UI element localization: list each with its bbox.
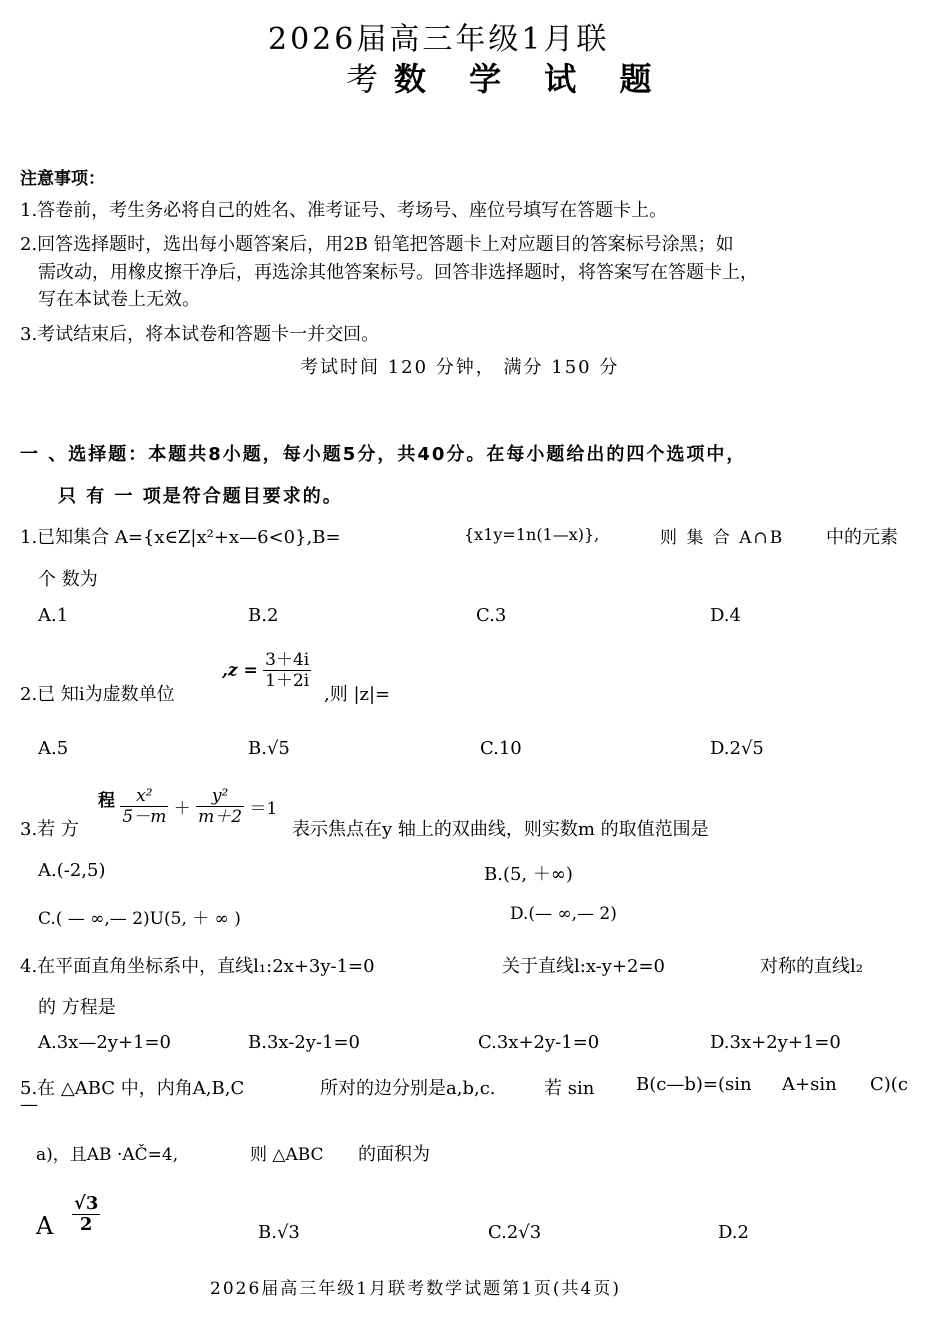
q3-option-d: D.(— ∞,— 2) <box>510 904 617 924</box>
q1-option-a: A.1 <box>38 605 69 626</box>
q3-f1-den: 5－m <box>122 807 167 827</box>
q4-option-c: C.3x+2y-1=0 <box>478 1032 600 1053</box>
q5-stem-j: 的面积为 <box>358 1144 430 1165</box>
q1-option-b: B.2 <box>248 605 279 626</box>
q3-stem-b: 表示焦点在y 轴上的双曲线，则实数m 的取值范围是 <box>292 819 709 840</box>
q1-stem-a: 1.已知集合 A={x∈Z|x²+x—6<0},B= <box>20 527 341 548</box>
q3-f2-den: m＋2 <box>198 807 243 827</box>
q3-f1-num: x² <box>120 786 168 807</box>
q4-option-a: A.3x—2y+1=0 <box>38 1032 172 1053</box>
q5-stem-c: 若 sin <box>544 1078 595 1099</box>
q1-stem-d: 中的元素 <box>826 527 898 548</box>
q2-frac-num: 3＋4i <box>265 650 310 670</box>
q5-stem-d: B(c—b)=(sin <box>636 1074 752 1095</box>
q3-eq: ＝1 <box>249 799 278 819</box>
notice-item-3: 3.考试结束后，将本试卷和答题卡一并交回。 <box>20 324 380 345</box>
q1-stem-e: 个 数为 <box>38 569 98 590</box>
q5-stem-i: 则 △ABC <box>250 1145 324 1165</box>
q5-option-b: B.√3 <box>258 1222 300 1243</box>
q5-option-a-label: A <box>36 1212 54 1240</box>
q5-option-a-value <box>72 1194 100 1235</box>
exam-title-line2 <box>346 54 667 100</box>
q2-stem-b: ,则 |z|= <box>324 684 391 705</box>
notice-item-2-cont: 需改动，用橡皮擦干净后，再选涂其他答案标号。回答非选择题时，将答案写在答题卡上， <box>38 262 758 283</box>
q4-stem-d: 的 方程是 <box>38 997 116 1018</box>
notice-item-2: 2.回答选择题时，选出每小题答案后，用2B 铅笔把答题卡上对应题目的答案标号涂黑；如 <box>20 234 734 255</box>
q1-option-c: C.3 <box>476 605 507 626</box>
q4-stem-a: 4.在平面直角坐标系中，直线l₁:2x+3y-1=0 <box>20 956 375 977</box>
q4-option-b: B.3x-2y-1=0 <box>248 1032 361 1053</box>
q2-formula <box>222 650 311 691</box>
q3-f2-num: y² <box>196 786 244 807</box>
q2-stem-a: 2.已 知i为虚数单位 <box>20 684 175 705</box>
q5-stem-h: a)，且AB ·AČ=4, <box>36 1145 179 1165</box>
q5-option-d: D.2 <box>718 1222 749 1243</box>
q5-option-c: C.2√3 <box>488 1222 542 1243</box>
q3-stem-a: 3.若 方 <box>20 819 79 840</box>
exam-info: 考试时间 120 分钟， 满分 150 分 <box>300 357 620 378</box>
q1-stem-b: {x1y=1n(1—x)}, <box>464 525 600 544</box>
title-subject: 数 学 试 题 <box>394 60 668 98</box>
q3-word: 程 <box>98 791 115 811</box>
q2-option-a: A.5 <box>38 738 69 759</box>
q2-option-c: C.10 <box>480 738 522 759</box>
section1-heading: 一 、选择题：本题共8小题，每小题5分，共40分。在每小题给出的四个选项中， <box>20 444 747 465</box>
q3-fraction-2 <box>196 786 244 827</box>
q5-optA-num: √3 <box>74 1193 99 1214</box>
q2-option-d: D.2√5 <box>710 738 764 759</box>
q3-option-a: A.(-2,5) <box>38 860 106 881</box>
q4-stem-c: 对称的直线l₂ <box>760 956 863 977</box>
q3-option-c: C.( — ∞,— 2)U(5, ＋ ∞ ) <box>38 909 241 929</box>
q4-stem-b: 关于直线l:x-y+2=0 <box>502 956 665 977</box>
q5-stem-b: 所对的边分别是a,b,c. <box>320 1078 496 1099</box>
q2-z-label: ,z = <box>222 660 258 681</box>
q5-optA-den: 2 <box>79 1214 93 1235</box>
page-footer: 2026届高三年级1月联考数学试题第1页(共4页) <box>210 1279 621 1299</box>
notice-item-2-end: 写在本试卷上无效。 <box>38 289 200 310</box>
q5-stem-f: C)(c <box>870 1074 908 1095</box>
q2-frac-den: 1＋2i <box>265 671 310 691</box>
q3-fraction-1 <box>120 786 168 827</box>
q1-stem-c: 则 集 合 A∩B <box>660 528 785 548</box>
q5-stem-a: 5.在 △ABC 中，内角A,B,C <box>20 1078 245 1099</box>
q5-stem-e: A+sin <box>782 1074 837 1095</box>
notice-item-1: 1.答卷前，考生务必将自己的姓名、准考证号、考场号、座位号填写在答题卡上。 <box>20 200 668 221</box>
notice-heading: 注意事项： <box>20 169 105 189</box>
q3-plus: ＋ <box>173 799 191 819</box>
title-prefix: 考 <box>346 60 395 98</box>
exam-title-line1: 2026届高三年级1月联 <box>268 22 610 57</box>
q3-option-b: B.(5, ＋∞) <box>484 864 573 885</box>
q2-fraction <box>263 650 311 691</box>
q3-formula <box>98 786 277 827</box>
q4-option-d: D.3x+2y+1=0 <box>710 1032 841 1053</box>
q2-option-b: B.√5 <box>248 738 290 759</box>
section1-heading-cont: 只 有 一 项是符合题目要求的。 <box>58 486 343 507</box>
q1-option-d: D.4 <box>710 605 741 626</box>
q5-option-a-fraction <box>72 1194 100 1235</box>
q5-stem-g: — <box>20 1094 38 1115</box>
